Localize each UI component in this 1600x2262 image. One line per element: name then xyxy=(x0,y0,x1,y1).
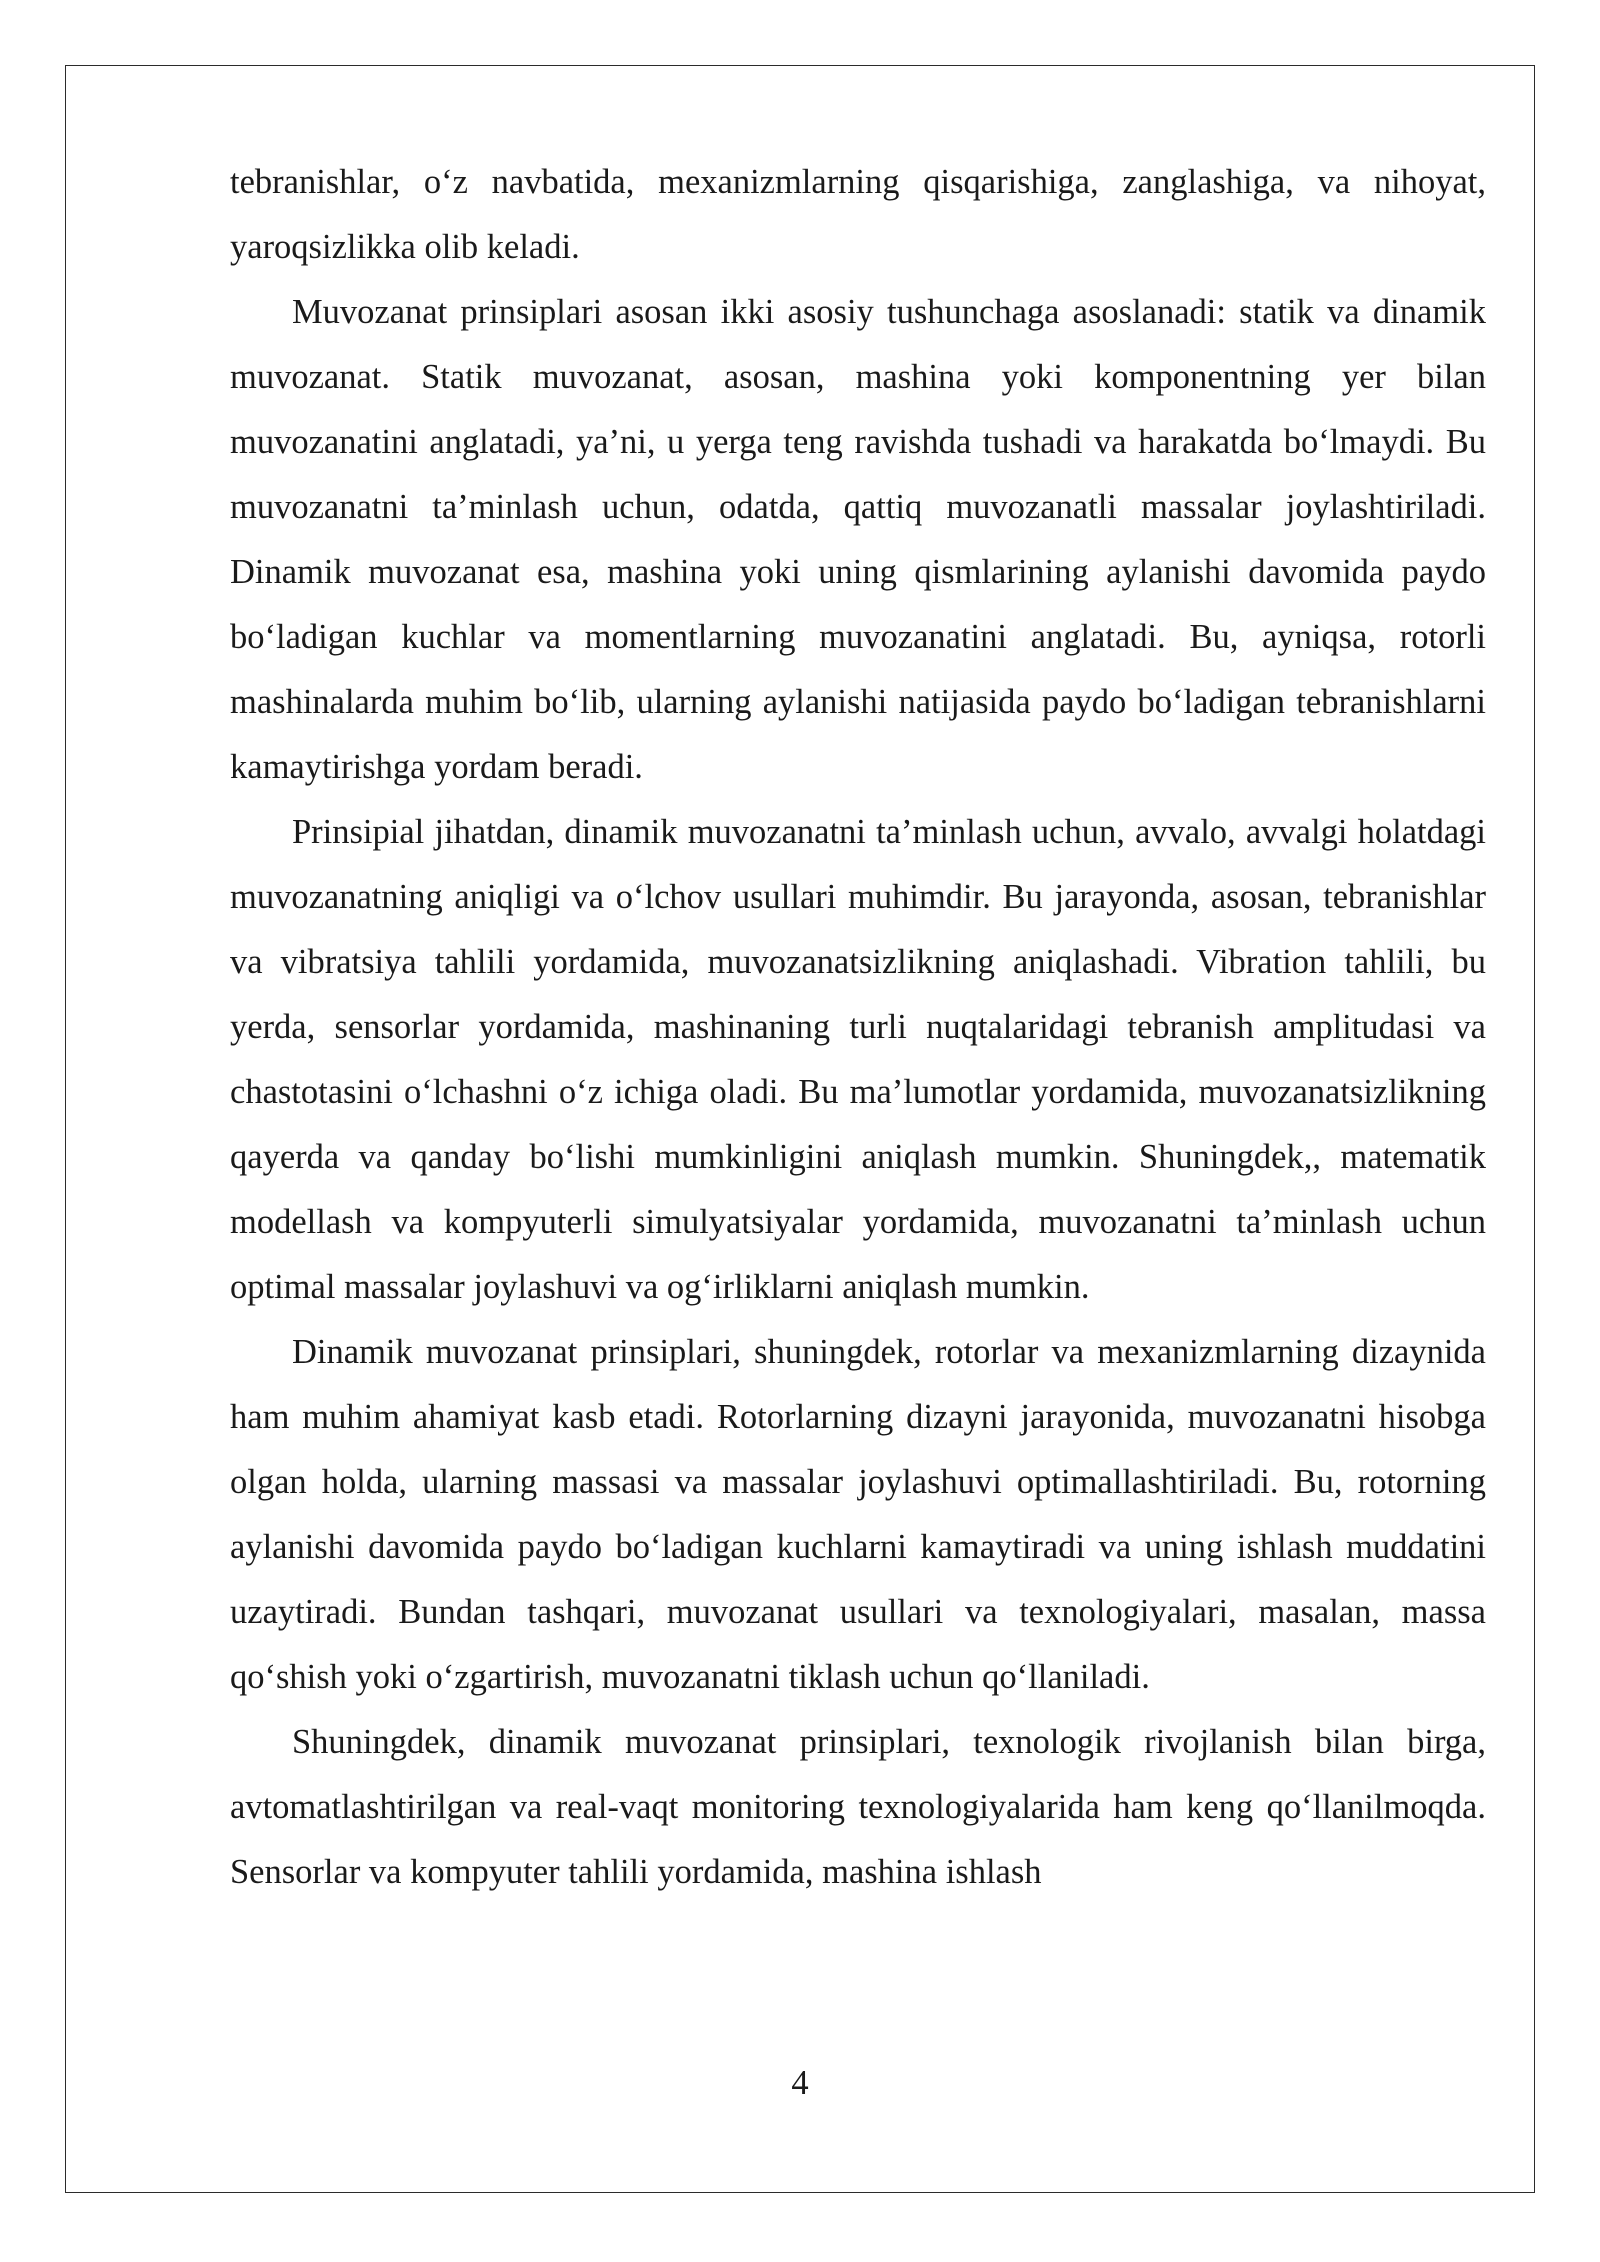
page-number: 4 xyxy=(791,2064,809,2102)
document-body xyxy=(230,150,1486,1905)
paragraph: Muvozanat prinsiplari asosan ikki asosiy tushunchaga asoslanadi: statik va dinamik muvozanat. Statik muvozanat, asosan, mashina yoki komponentning yer bilan muvozanatini anglatadi, ya’ni, u yerga teng ravishda tushadi va harakatda bo‘lmaydi. Bu muvozanatni ta’minlash uchun, odatda, qattiq muvozanatli massalar joylashtiriladi. Dinamik muvozanat esa, mashina yoki uning qismlarining aylanishi davomida paydo bo‘ladigan kuchlar va momentlarning muvozanatini anglatadi. Bu, ayniqsa, rotorli mashinalarda muhim bo‘lib, ularning aylanishi natijasida paydo bo‘ladigan tebranishlarni kamaytirishga yordam beradi. xyxy=(230,293,1486,786)
paragraph: Shuningdek, dinamik muvozanat prinsiplari, texnologik rivojlanish bilan birga, avtomatlashtirilgan va real-vaqt monitoring texnologiyalarida ham keng qo‘llanilmoqda. Sensorlar va kompyuter tahlili yordamida, mashina ishlash xyxy=(230,1723,1486,1891)
paragraph: Dinamik muvozanat prinsiplari, shuningdek, rotorlar va mexanizmlarning dizaynida ham muhim ahamiyat kasb etadi. Rotorlarning dizayni jarayonida, muvozanatni hisobga olgan holda, ularning massasi va massalar joylashuvi optimallashtiriladi. Bu, rotorning aylanishi davomida paydo bo‘ladigan kuchlarni kamaytiradi va uning ishlash muddatini uzaytiradi. Bundan tashqari, muvozanat usullari va texnologiyalari, masalan, massa qo‘shish yoki o‘zgartirish, muvozanatni tiklash uchun qo‘llaniladi. xyxy=(230,1333,1486,1696)
paragraph: Prinsipial jihatdan, dinamik muvozanatni ta’minlash uchun, avvalo, avvalgi holatdagi muvozanatning aniqligi va o‘lchov usullari muhimdir. Bu jarayonda, asosan, tebranishlar va vibratsiya tahlili yordamida, muvozanatsizlikning aniqlashadi. Vibration tahlili, bu yerda, sensorlar yordamida, mashinaning turli nuqtalaridagi tebranish amplitudasi va chastotasini o‘lchashni o‘z ichiga oladi. Bu ma’lumotlar yordamida, muvozanatsizlikning qayerda va qanday bo‘lishi mumkinligini aniqlash mumkin. Shuningdek,, matematik modellash va kompyuterli simulyatsiyalar yordamida, muvozanatni ta’minlash uchun optimal massalar joylashuvi va og‘irliklarni aniqlash mumkin. xyxy=(230,813,1486,1306)
paragraph-continued: tebranishlar, o‘z navbatida, mexanizmlarning qisqarishiga, zanglashiga, va nihoyat, yaroqsizlikka olib keladi. xyxy=(230,163,1486,266)
